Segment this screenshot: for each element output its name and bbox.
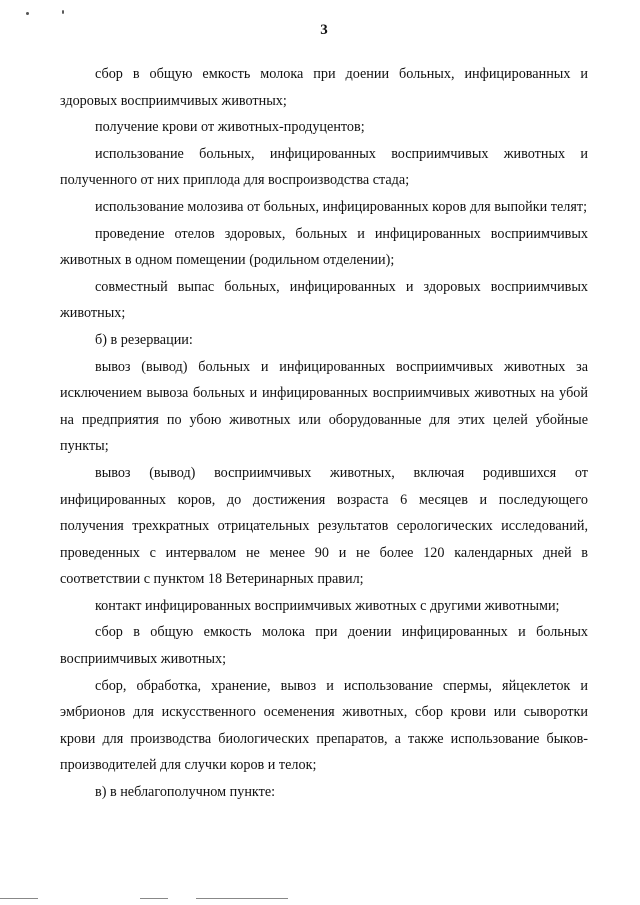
scan-edge-line <box>0 898 38 899</box>
paragraph: совместный выпас больных, инфицированных и здоровых восприимчивых животных; <box>60 278 588 322</box>
paragraph: сбор в общую емкость молока при доении инфицированных и больных восприимчивых животных; <box>60 624 588 668</box>
document-body <box>60 61 588 806</box>
paragraph: вывоз (вывод) больных и инфицированных восприимчивых животных за исключением вывоза больных и инфицированных восприимчивых животных на убой на предприятия по убою животных или оборудованные для этих целей убойные пункты; <box>60 358 588 455</box>
paragraph: контакт инфицированных восприимчивых животных с другими животными; <box>95 597 560 614</box>
section-heading: б) в резервации: <box>95 331 193 348</box>
paragraph: сбор в общую емкость молока при доении больных, инфицированных и здоровых восприимчивых животных; <box>60 66 588 109</box>
scan-speck <box>26 12 29 15</box>
scan-edge-line <box>196 898 288 899</box>
scan-edge-line <box>140 898 168 899</box>
page-number: 3 <box>320 22 328 38</box>
paragraph: сбор, обработка, хранение, вывоз и использование спермы, яйцеклеток и эмбрионов для искусственного осеменения животных, сбор крови или сыворотки крови для производства биологических препаратов, а также использование быков-производителей для случки коров и телок; <box>60 677 588 774</box>
section-heading: в) в неблагополучном пункте: <box>95 784 276 801</box>
scan-speck <box>62 10 64 14</box>
paragraph: использование молозива от больных, инфицированных коров для выпойки телят; <box>95 198 588 215</box>
paragraph: вывоз (вывод) восприимчивых животных, включая родившихся от инфицированных коров, до достижения возраста 6 месяцев и последующего получения трехкратных отрицательных результатов серологических исследований, проведенных с интервалом не менее 90 и не более 120 календарных дней в соответствии с пунктом 18 Ветеринарных правил; <box>60 464 588 588</box>
paragraph: проведение отелов здоровых, больных и инфицированных восприимчивых животных в одном помещении (родильном отделении); <box>60 225 588 269</box>
paragraph: получение крови от животных-продуцентов; <box>95 119 365 136</box>
paragraph: использование больных, инфицированных восприимчивых животных и полученного от них приплода для воспроизводства стада; <box>60 145 588 189</box>
